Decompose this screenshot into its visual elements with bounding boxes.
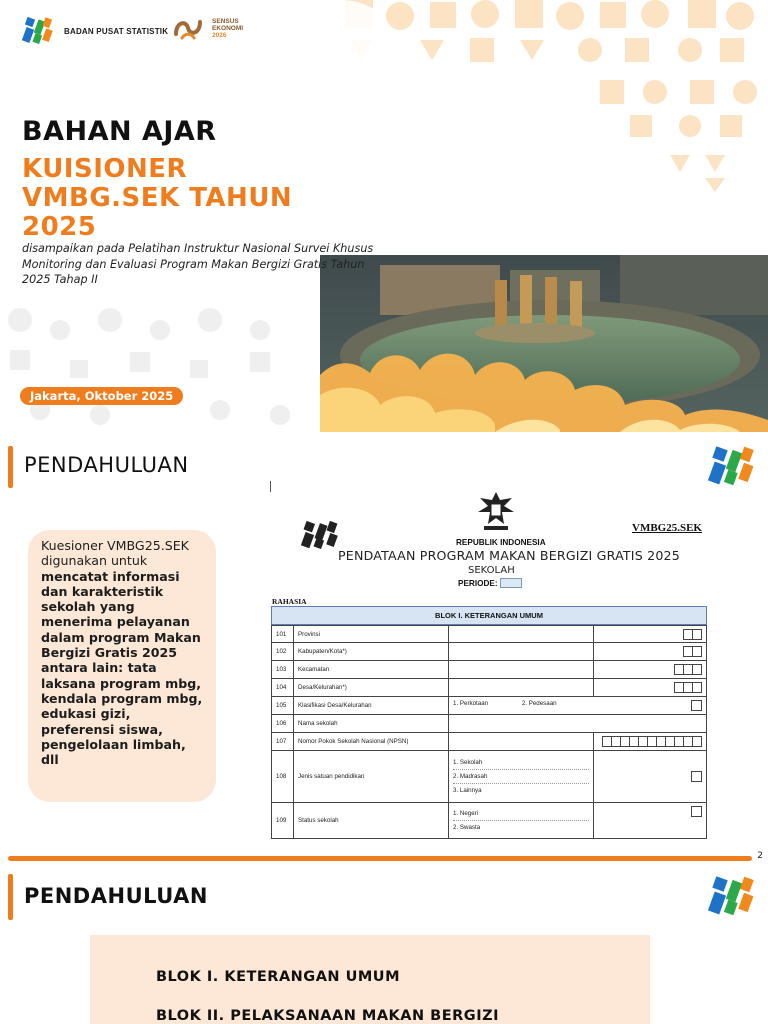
description-callout bbox=[28, 530, 216, 802]
table-row bbox=[272, 626, 707, 643]
code-boxes bbox=[598, 629, 702, 640]
row-label: Jenis satuan pendidikan bbox=[294, 751, 449, 803]
table-row bbox=[272, 643, 707, 661]
periode-field bbox=[458, 578, 522, 588]
answer-box bbox=[691, 806, 702, 817]
rahasia-label: RAHASIA bbox=[272, 597, 307, 606]
callout-bold-text: mencatat informasi dan karakteristik sekolah yang menerima pelayanan dalam program Makan Bergizi Gratis 2025 antara lain: tata laksana program mbg, kendala program mbg, edukasi gizi, preferensi siswa, pengelolaan limbah, dll bbox=[41, 568, 203, 768]
bps-logo-icon bbox=[708, 874, 760, 918]
cover-description: disampaikan pada Pelatihan Instruktur Nasional Survei Khusus Monitoring dan Evaluasi Program Makan Bergizi Gratis Tahun 2025 Tahap II bbox=[22, 242, 374, 286]
option-item: 1. Negeri bbox=[453, 807, 589, 821]
option-perkotaan: 1. Perkotaan bbox=[453, 700, 489, 707]
cover-slide bbox=[0, 0, 768, 432]
row-no: 103 bbox=[272, 661, 294, 679]
sensus-ekonomi-logo bbox=[172, 14, 243, 42]
periode-box bbox=[500, 578, 522, 588]
row-no: 107 bbox=[272, 733, 294, 751]
form-code: VMBG25.SEK bbox=[632, 522, 702, 534]
row-no: 108 bbox=[272, 751, 294, 803]
org-name: BADAN PUSAT STATISTIK bbox=[64, 26, 169, 36]
row-label: Klasifikasi Desa/Kelurahan bbox=[294, 697, 449, 715]
row-label: Nama sekolah bbox=[294, 715, 449, 733]
blok-list-box bbox=[90, 935, 650, 1024]
answer-box bbox=[691, 700, 702, 711]
garuda-emblem-icon bbox=[474, 488, 518, 532]
option-item: 2. Madrasah bbox=[453, 770, 589, 784]
slide-title: PENDAHULUAN bbox=[24, 453, 189, 477]
blok-table bbox=[271, 625, 707, 839]
form-country: REPUBLIK INDONESIA bbox=[456, 538, 546, 547]
cover-title: BAHAN AJAR bbox=[22, 116, 217, 147]
bps-logo-icon bbox=[22, 16, 56, 46]
code-boxes bbox=[598, 682, 702, 693]
title-accent-bar bbox=[8, 874, 13, 920]
sensus-line-2: EKONOMI bbox=[212, 24, 244, 32]
pendahuluan-slide-2 bbox=[0, 870, 768, 1024]
table-row bbox=[272, 733, 707, 751]
blok-list-item: BLOK I. KETERANGAN UMUM bbox=[156, 969, 401, 985]
option-item: 1. Sekolah bbox=[453, 756, 589, 770]
code-boxes bbox=[598, 646, 702, 657]
npsn-boxes bbox=[598, 736, 702, 747]
table-row bbox=[272, 679, 707, 697]
option-item: 2. Swasta bbox=[453, 824, 481, 831]
code-boxes bbox=[598, 664, 702, 675]
table-row bbox=[272, 697, 707, 715]
row-label: Status sekolah bbox=[294, 803, 449, 839]
option-pedesaan: 2. Pedesaan bbox=[521, 700, 557, 707]
answer-box bbox=[691, 771, 702, 782]
bps-logo-group bbox=[22, 16, 168, 46]
row-label: Desa/Kelurahan*) bbox=[294, 679, 449, 697]
pendahuluan-slide-1 bbox=[0, 438, 768, 865]
questionnaire-form-image bbox=[270, 486, 710, 846]
sensus-line-3: 2026 bbox=[212, 31, 227, 39]
row-no: 105 bbox=[272, 697, 294, 715]
row-no: 104 bbox=[272, 679, 294, 697]
blok-list-item: BLOK II. PELAKSANAAN MAKAN BERGIZI bbox=[156, 1008, 500, 1024]
periode-label: PERIODE: bbox=[458, 578, 498, 588]
page-number: 2 bbox=[757, 851, 763, 861]
bps-logo-mono-icon bbox=[300, 519, 342, 549]
row-no: 101 bbox=[272, 626, 294, 643]
cover-date-badge: Jakarta, Oktober 2025 bbox=[20, 387, 183, 405]
cover-subtitle: KUISIONER VMBG.SEK TAHUN 2025 bbox=[22, 154, 293, 242]
title-accent-bar bbox=[8, 446, 13, 488]
form-title: PENDATAAN PROGRAM MAKAN BERGIZI GRATIS 2025 bbox=[338, 548, 680, 563]
bps-logo-icon bbox=[708, 444, 760, 488]
row-no: 106 bbox=[272, 715, 294, 733]
footer-divider bbox=[8, 856, 752, 861]
row-no: 109 bbox=[272, 803, 294, 839]
slide-title: PENDAHULUAN bbox=[24, 884, 208, 908]
table-row bbox=[272, 715, 707, 733]
table-row bbox=[272, 661, 707, 679]
row-label: Nomor Pokok Sekolah Nasional (NPSN) bbox=[294, 733, 449, 751]
row-no: 102 bbox=[272, 643, 294, 661]
row-label: Kabupaten/Kota*) bbox=[294, 643, 449, 661]
table-row bbox=[272, 803, 707, 839]
row-label: Provinsi bbox=[294, 626, 449, 643]
option-item: 3. Lainnya bbox=[453, 787, 482, 794]
sensus-line-1: SENSUS bbox=[212, 17, 239, 25]
table-row bbox=[272, 751, 707, 803]
row-label: Kecamatan bbox=[294, 661, 449, 679]
form-sub: SEKOLAH bbox=[468, 565, 515, 576]
sensus-logo-icon bbox=[172, 14, 208, 42]
blok-header: BLOK I. KETERANGAN UMUM bbox=[271, 606, 707, 625]
callout-intro: Kuesioner VMBG25.SEK digunakan untuk bbox=[41, 538, 189, 569]
